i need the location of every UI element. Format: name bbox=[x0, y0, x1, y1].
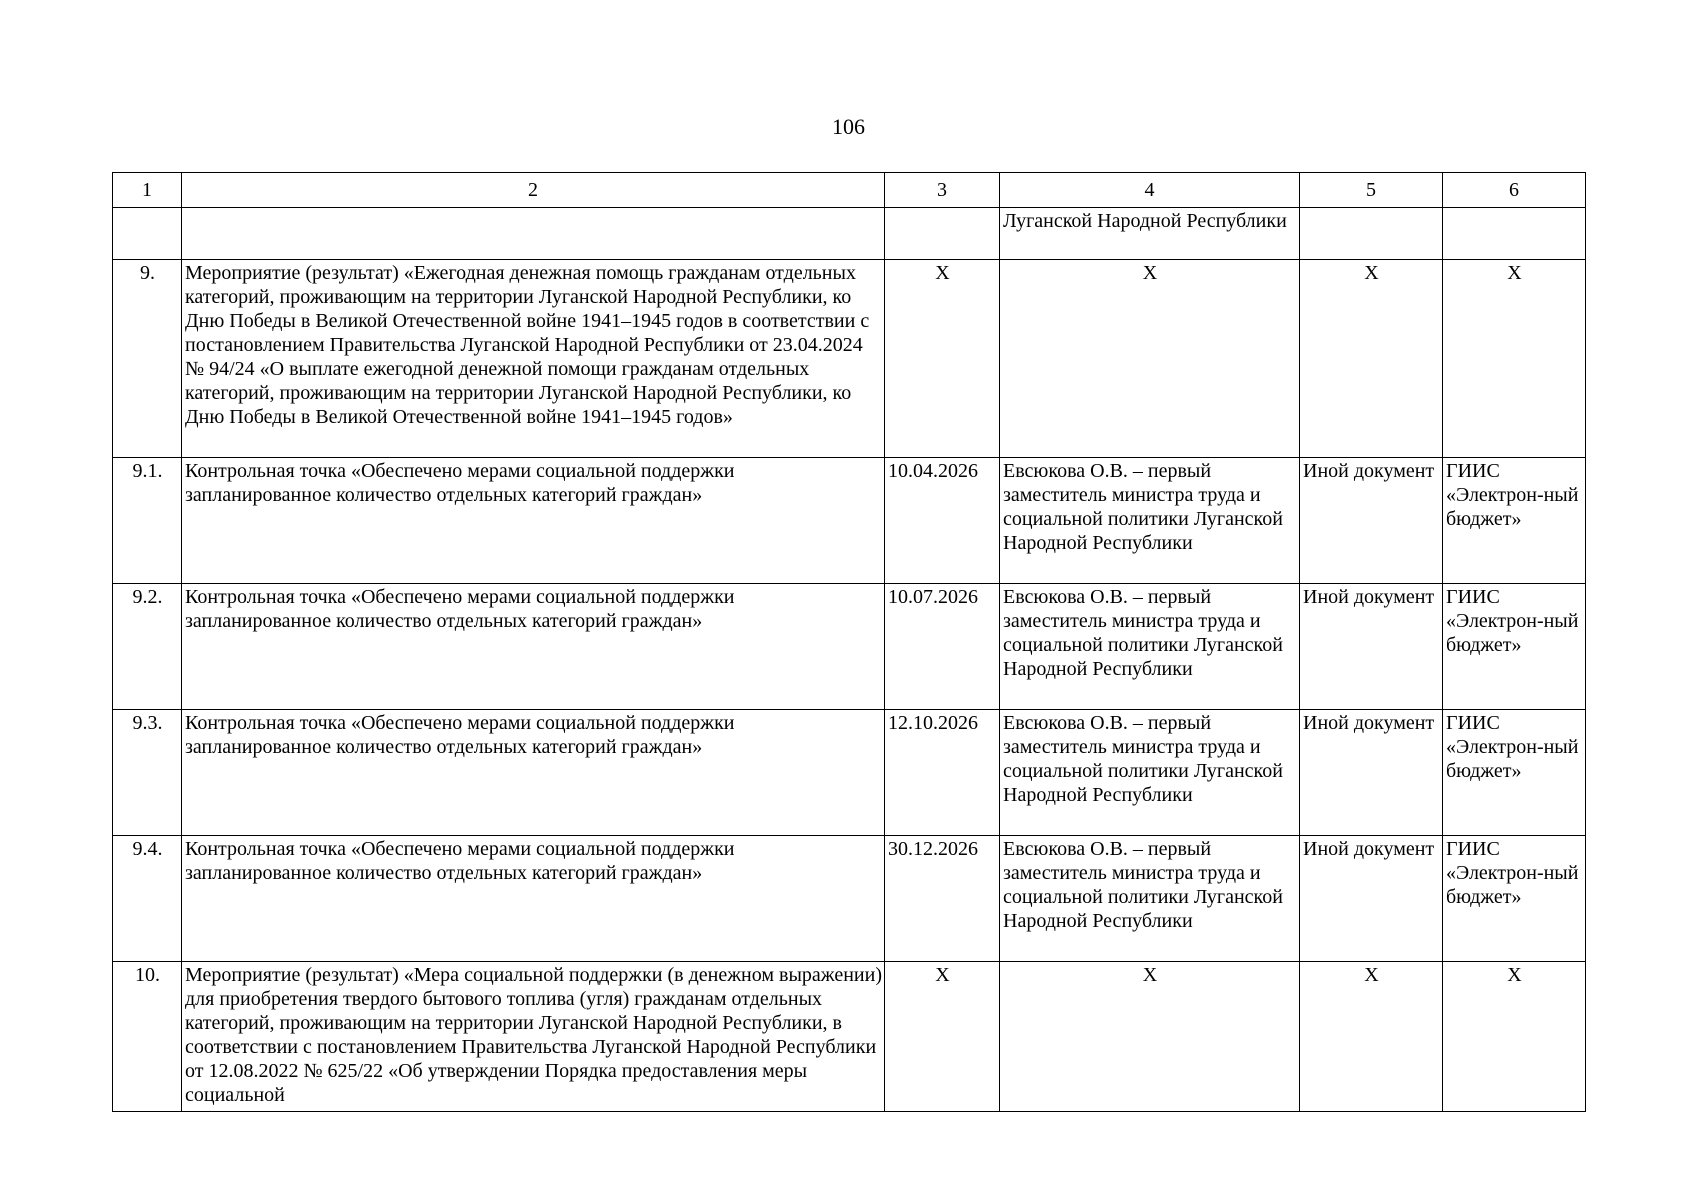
cell-info-system bbox=[1443, 208, 1586, 260]
cell-document-type: Х bbox=[1300, 962, 1443, 1112]
column-header: 1 bbox=[113, 173, 182, 208]
cell-document-type: Х bbox=[1300, 260, 1443, 458]
cell-responsible: Х bbox=[1000, 962, 1300, 1112]
cell-responsible: Луганской Народной Республики bbox=[1000, 208, 1300, 260]
cell-number: 10. bbox=[113, 962, 182, 1112]
table-row bbox=[113, 836, 1586, 962]
column-header: 2 bbox=[182, 173, 885, 208]
cell-date: 30.12.2026 bbox=[885, 836, 1000, 962]
cell-description: Контрольная точка «Обеспечено мерами социальной поддержки запланированное количество отдельных категорий граждан» bbox=[182, 836, 885, 962]
page-number: 106 bbox=[832, 114, 865, 139]
cell-number: 9.4. bbox=[113, 836, 182, 962]
cell-date: 10.07.2026 bbox=[885, 584, 1000, 710]
cell-document-type: Иной документ bbox=[1300, 458, 1443, 584]
cell-document-type: Иной документ bbox=[1300, 836, 1443, 962]
cell-number: 9.1. bbox=[113, 458, 182, 584]
cell-document-type bbox=[1300, 208, 1443, 260]
cell-number: 9.3. bbox=[113, 710, 182, 836]
table-row bbox=[113, 458, 1586, 584]
cell-number bbox=[113, 208, 182, 260]
cell-description: Контрольная точка «Обеспечено мерами социальной поддержки запланированное количество отдельных категорий граждан» bbox=[182, 458, 885, 584]
cell-description: Мероприятие (результат) «Мера социальной поддержки (в денежном выражении) для приобретения твердого бытового топлива (угля) гражданам отдельных категорий, проживающим на территории Луганской Народной Республики, в соответствии с постановлением Правительства Луганской Народной Республики от 12.08.2022 № 625/22 «Об утверждении Порядка предоставления меры социальной bbox=[182, 962, 885, 1112]
document-table bbox=[112, 172, 1586, 1112]
cell-date bbox=[885, 208, 1000, 260]
cell-info-system: ГИИС «Электрон-ный бюджет» bbox=[1443, 710, 1586, 836]
cell-date: 12.10.2026 bbox=[885, 710, 1000, 836]
cell-description: Контрольная точка «Обеспечено мерами социальной поддержки запланированное количество отдельных категорий граждан» bbox=[182, 710, 885, 836]
cell-description: Контрольная точка «Обеспечено мерами социальной поддержки запланированное количество отдельных категорий граждан» bbox=[182, 584, 885, 710]
cell-responsible: Евсюкова О.В. – первый заместитель министра труда и социальной политики Луганской Народной Республики bbox=[1000, 710, 1300, 836]
cell-responsible: Евсюкова О.В. – первый заместитель министра труда и социальной политики Луганской Народной Республики bbox=[1000, 458, 1300, 584]
table-row bbox=[113, 710, 1586, 836]
cell-responsible: Евсюкова О.В. – первый заместитель министра труда и социальной политики Луганской Народной Республики bbox=[1000, 584, 1300, 710]
table-row bbox=[113, 208, 1586, 260]
table-row bbox=[113, 260, 1586, 458]
cell-responsible: Х bbox=[1000, 260, 1300, 458]
cell-info-system: ГИИС «Электрон-ный бюджет» bbox=[1443, 458, 1586, 584]
cell-document-type: Иной документ bbox=[1300, 710, 1443, 836]
table-row bbox=[113, 962, 1586, 1112]
cell-responsible: Евсюкова О.В. – первый заместитель министра труда и социальной политики Луганской Народной Республики bbox=[1000, 836, 1300, 962]
column-header: 5 bbox=[1300, 173, 1443, 208]
column-header: 6 bbox=[1443, 173, 1586, 208]
cell-info-system: ГИИС «Электрон-ный бюджет» bbox=[1443, 836, 1586, 962]
column-header: 3 bbox=[885, 173, 1000, 208]
cell-description bbox=[182, 208, 885, 260]
cell-number: 9. bbox=[113, 260, 182, 458]
cell-info-system: Х bbox=[1443, 260, 1586, 458]
cell-date: 10.04.2026 bbox=[885, 458, 1000, 584]
column-header: 4 bbox=[1000, 173, 1300, 208]
cell-document-type: Иной документ bbox=[1300, 584, 1443, 710]
cell-info-system: ГИИС «Электрон-ный бюджет» bbox=[1443, 584, 1586, 710]
table-header-row bbox=[113, 173, 1586, 208]
table-row bbox=[113, 584, 1586, 710]
cell-number: 9.2. bbox=[113, 584, 182, 710]
cell-date: Х bbox=[885, 260, 1000, 458]
cell-description: Мероприятие (результат) «Ежегодная денежная помощь гражданам отдельных категорий, проживающим на территории Луганской Народной Республики, ко Дню Победы в Великой Отечественной войне 1941–1945 годов в соответствии с постановлением Правительства Луганской Народной Республики от 23.04.2024 № 94/24 «О выплате ежегодной денежной помощи гражданам отдельных категорий, проживающим на территории Луганской Народной Республики, ко Дню Победы в Великой Отечественной войне 1941–1945 годов» bbox=[182, 260, 885, 458]
cell-date: Х bbox=[885, 962, 1000, 1112]
cell-info-system: Х bbox=[1443, 962, 1586, 1112]
